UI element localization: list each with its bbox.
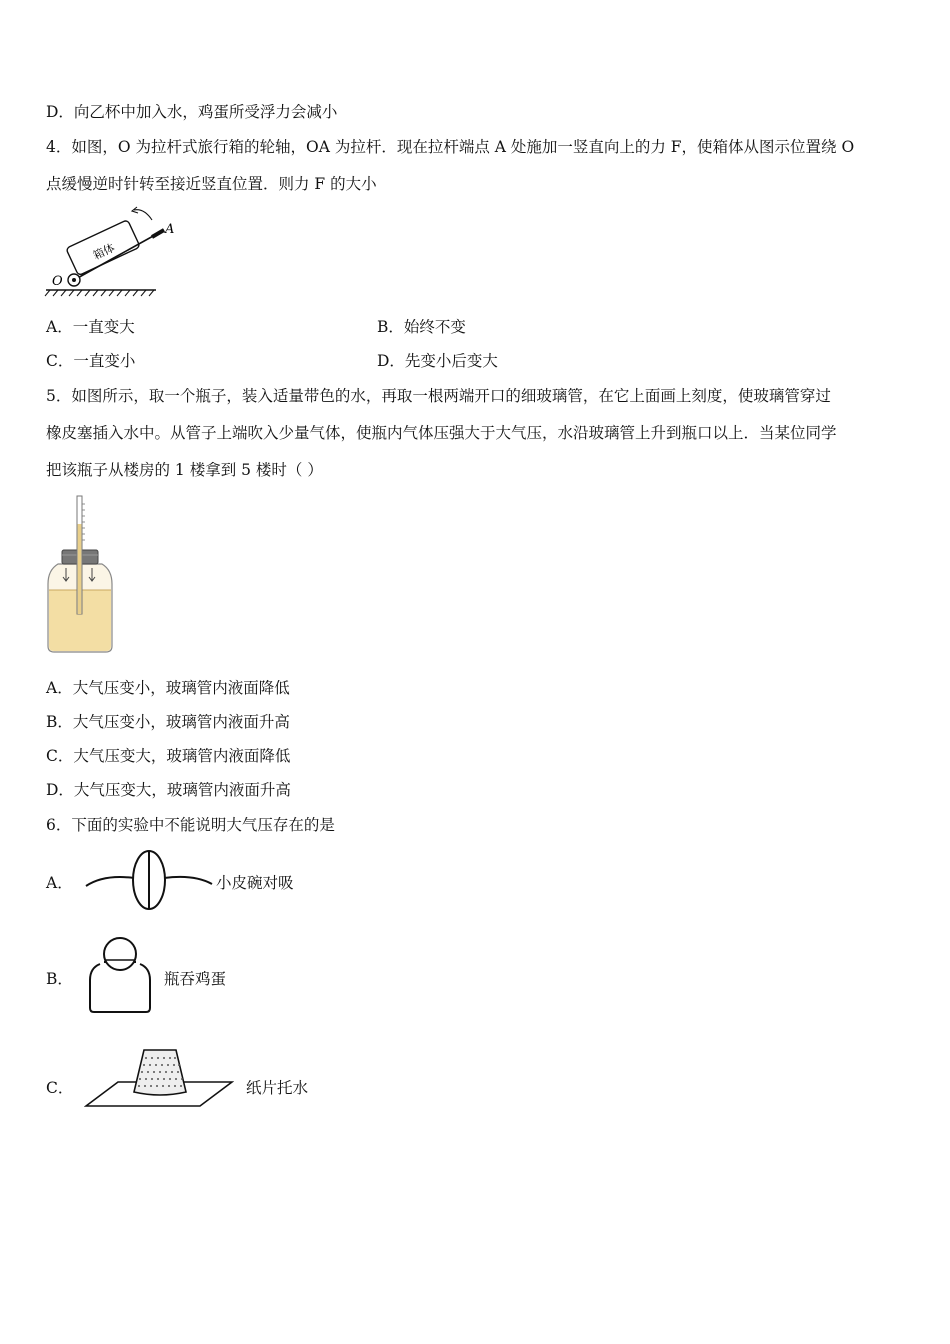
q4-option-b: B．始终不变 — [377, 318, 466, 336]
q6-option-a-caption: 小皮碗对吸 — [216, 874, 294, 892]
q6-option-c-caption: 纸片托水 — [246, 1079, 309, 1097]
q5-bottle-figure — [44, 494, 116, 656]
q5-option-d: D．大气压变大，玻璃管内液面升高 — [46, 781, 291, 799]
q5-stem-line2: 橡皮塞插入水中。从管子上端吹入少量气体，使瓶内气体压强大于大气压，水沿玻璃管上升到瓶口以上．当某位同学 — [46, 424, 837, 442]
q5-stem-line3: 把该瓶子从楼房的 1 楼拿到 5 楼时（ ） — [46, 461, 323, 479]
q6-suction-cups-figure — [84, 848, 214, 914]
q5-option-c: C．大气压变大，玻璃管内液面降低 — [46, 747, 291, 765]
q6-option-c-letter: C． — [46, 1079, 74, 1097]
q4-option-a: A．一直变大 — [46, 318, 135, 336]
q4-point-o: O — [52, 274, 63, 289]
q4-box-label: 箱体 — [91, 241, 117, 263]
q6-paper-water-figure — [84, 1044, 234, 1110]
q4-point-a: A — [165, 222, 175, 237]
q6-option-a-letter: A． — [46, 874, 73, 892]
q5-option-a: A．大气压变小，玻璃管内液面降低 — [46, 679, 290, 697]
q4-option-c: C．一直变小 — [46, 352, 136, 370]
q4-suitcase-figure — [44, 200, 184, 300]
q4-stem-line1: 4．如图，O 为拉杆式旅行箱的轮轴，OA 为拉杆．现在拉杆端点 A 处施加一竖直向上的力 F，使箱体从图示位置绕 O — [46, 138, 855, 156]
q6-stem: 6．下面的实验中不能说明大气压存在的是 — [46, 816, 335, 834]
q4-stem-line2: 点缓慢逆时针转至接近竖直位置．则力 F 的大小 — [46, 175, 377, 193]
q4-option-d: D．先变小后变大 — [377, 352, 498, 370]
q6-option-b-caption: 瓶吞鸡蛋 — [164, 970, 227, 988]
q6-option-b-letter: B． — [46, 970, 73, 988]
q3-option-d: D．向乙杯中加入水，鸡蛋所受浮力会减小 — [46, 103, 338, 121]
q5-stem-line1: 5．如图所示，取一个瓶子，装入适量带色的水，再取一根两端开口的细玻璃管，在它上面画上刻度，使玻璃管穿过 — [46, 387, 831, 405]
q5-option-b: B．大气压变小，玻璃管内液面升高 — [46, 713, 290, 731]
q6-bottle-egg-figure — [86, 934, 158, 1016]
